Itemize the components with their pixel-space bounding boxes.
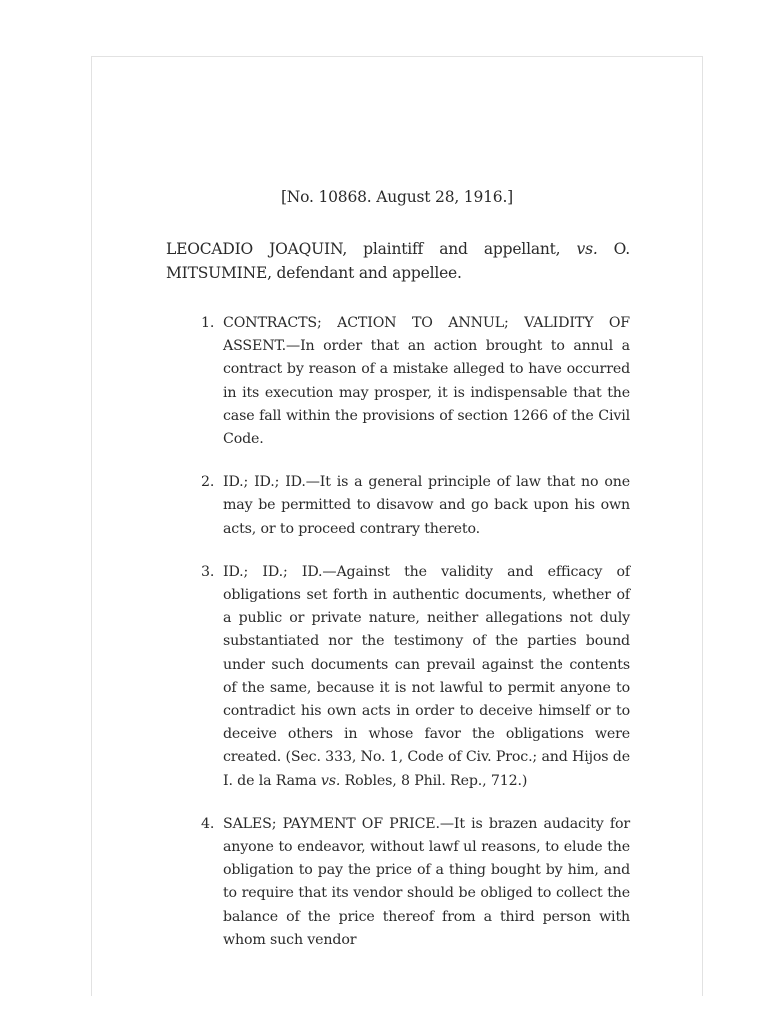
syllabus-number: 2. [201, 474, 215, 491]
defendant-name: O. MITSUMINE [166, 240, 630, 282]
syllabus-text: ID.; ID.; ID.—It is a general principle of law that no one may be permitted to disavow and go back upon his own acts, or to proceed contrary thereto. [223, 474, 630, 537]
case-parties [166, 237, 630, 285]
syllabus-list [201, 312, 630, 972]
syllabus-number: 4. [201, 815, 215, 832]
syllabus-text [223, 561, 630, 793]
versus-text: vs. [576, 240, 598, 258]
syllabus-number: 1. [201, 315, 215, 331]
syllabus-text: CONTRACTS; ACTION TO ANNUL; VALIDITY OF ASSENT.—In order that an action brought to annul a contract by reason of a mistake alleged to have occurred in its execution may prosper, it is indispensable that the case fall within the provisions of section 1266 of the Civil Code. [223, 315, 630, 448]
defendant-role: , defendant and appellee. [267, 264, 462, 282]
syllabus-text-part: ID.; ID.; ID.—Against the validity and efficacy of obligations set forth in authentic documents, whether of a public or private nature, neither allegations not duly substantiated nor the testimony of the parties bound under such documents can prevail against the contents of the same, because it is not lawful to permit anyone to contradict his own acts in order to deceive himself or to deceive others in whose favor the obligations were created. (Sec. 333, No. 1, Code of Civ. Proc.; and Hijos de I. de la Rama [223, 563, 630, 789]
versus-text: vs. [320, 772, 341, 789]
plaintiff-role: , plaintiff and appellant, [342, 240, 577, 258]
syllabus-text: SALES; PAYMENT OF PRICE.—It is brazen audacity for anyone to endeavor, without lawf ul reasons, to elude the obligation to pay the price of a thing bought by him, and to require that its vendor should be obliged to collect the balance of the price thereof from a third person with whom such vendor [223, 815, 630, 948]
syllabus-item [201, 471, 630, 541]
syllabus-item [201, 312, 630, 451]
document-page [91, 56, 703, 996]
syllabus-item [201, 813, 630, 952]
syllabus-number: 3. [201, 563, 215, 580]
plaintiff-name: LEOCADIO JOAQUIN [166, 240, 343, 258]
syllabus-text-part: Robles, 8 Phil. Rep., 712.) [340, 772, 528, 789]
syllabus-item [201, 561, 630, 793]
case-number: [No. 10868. August 28, 1916.] [280, 188, 514, 206]
